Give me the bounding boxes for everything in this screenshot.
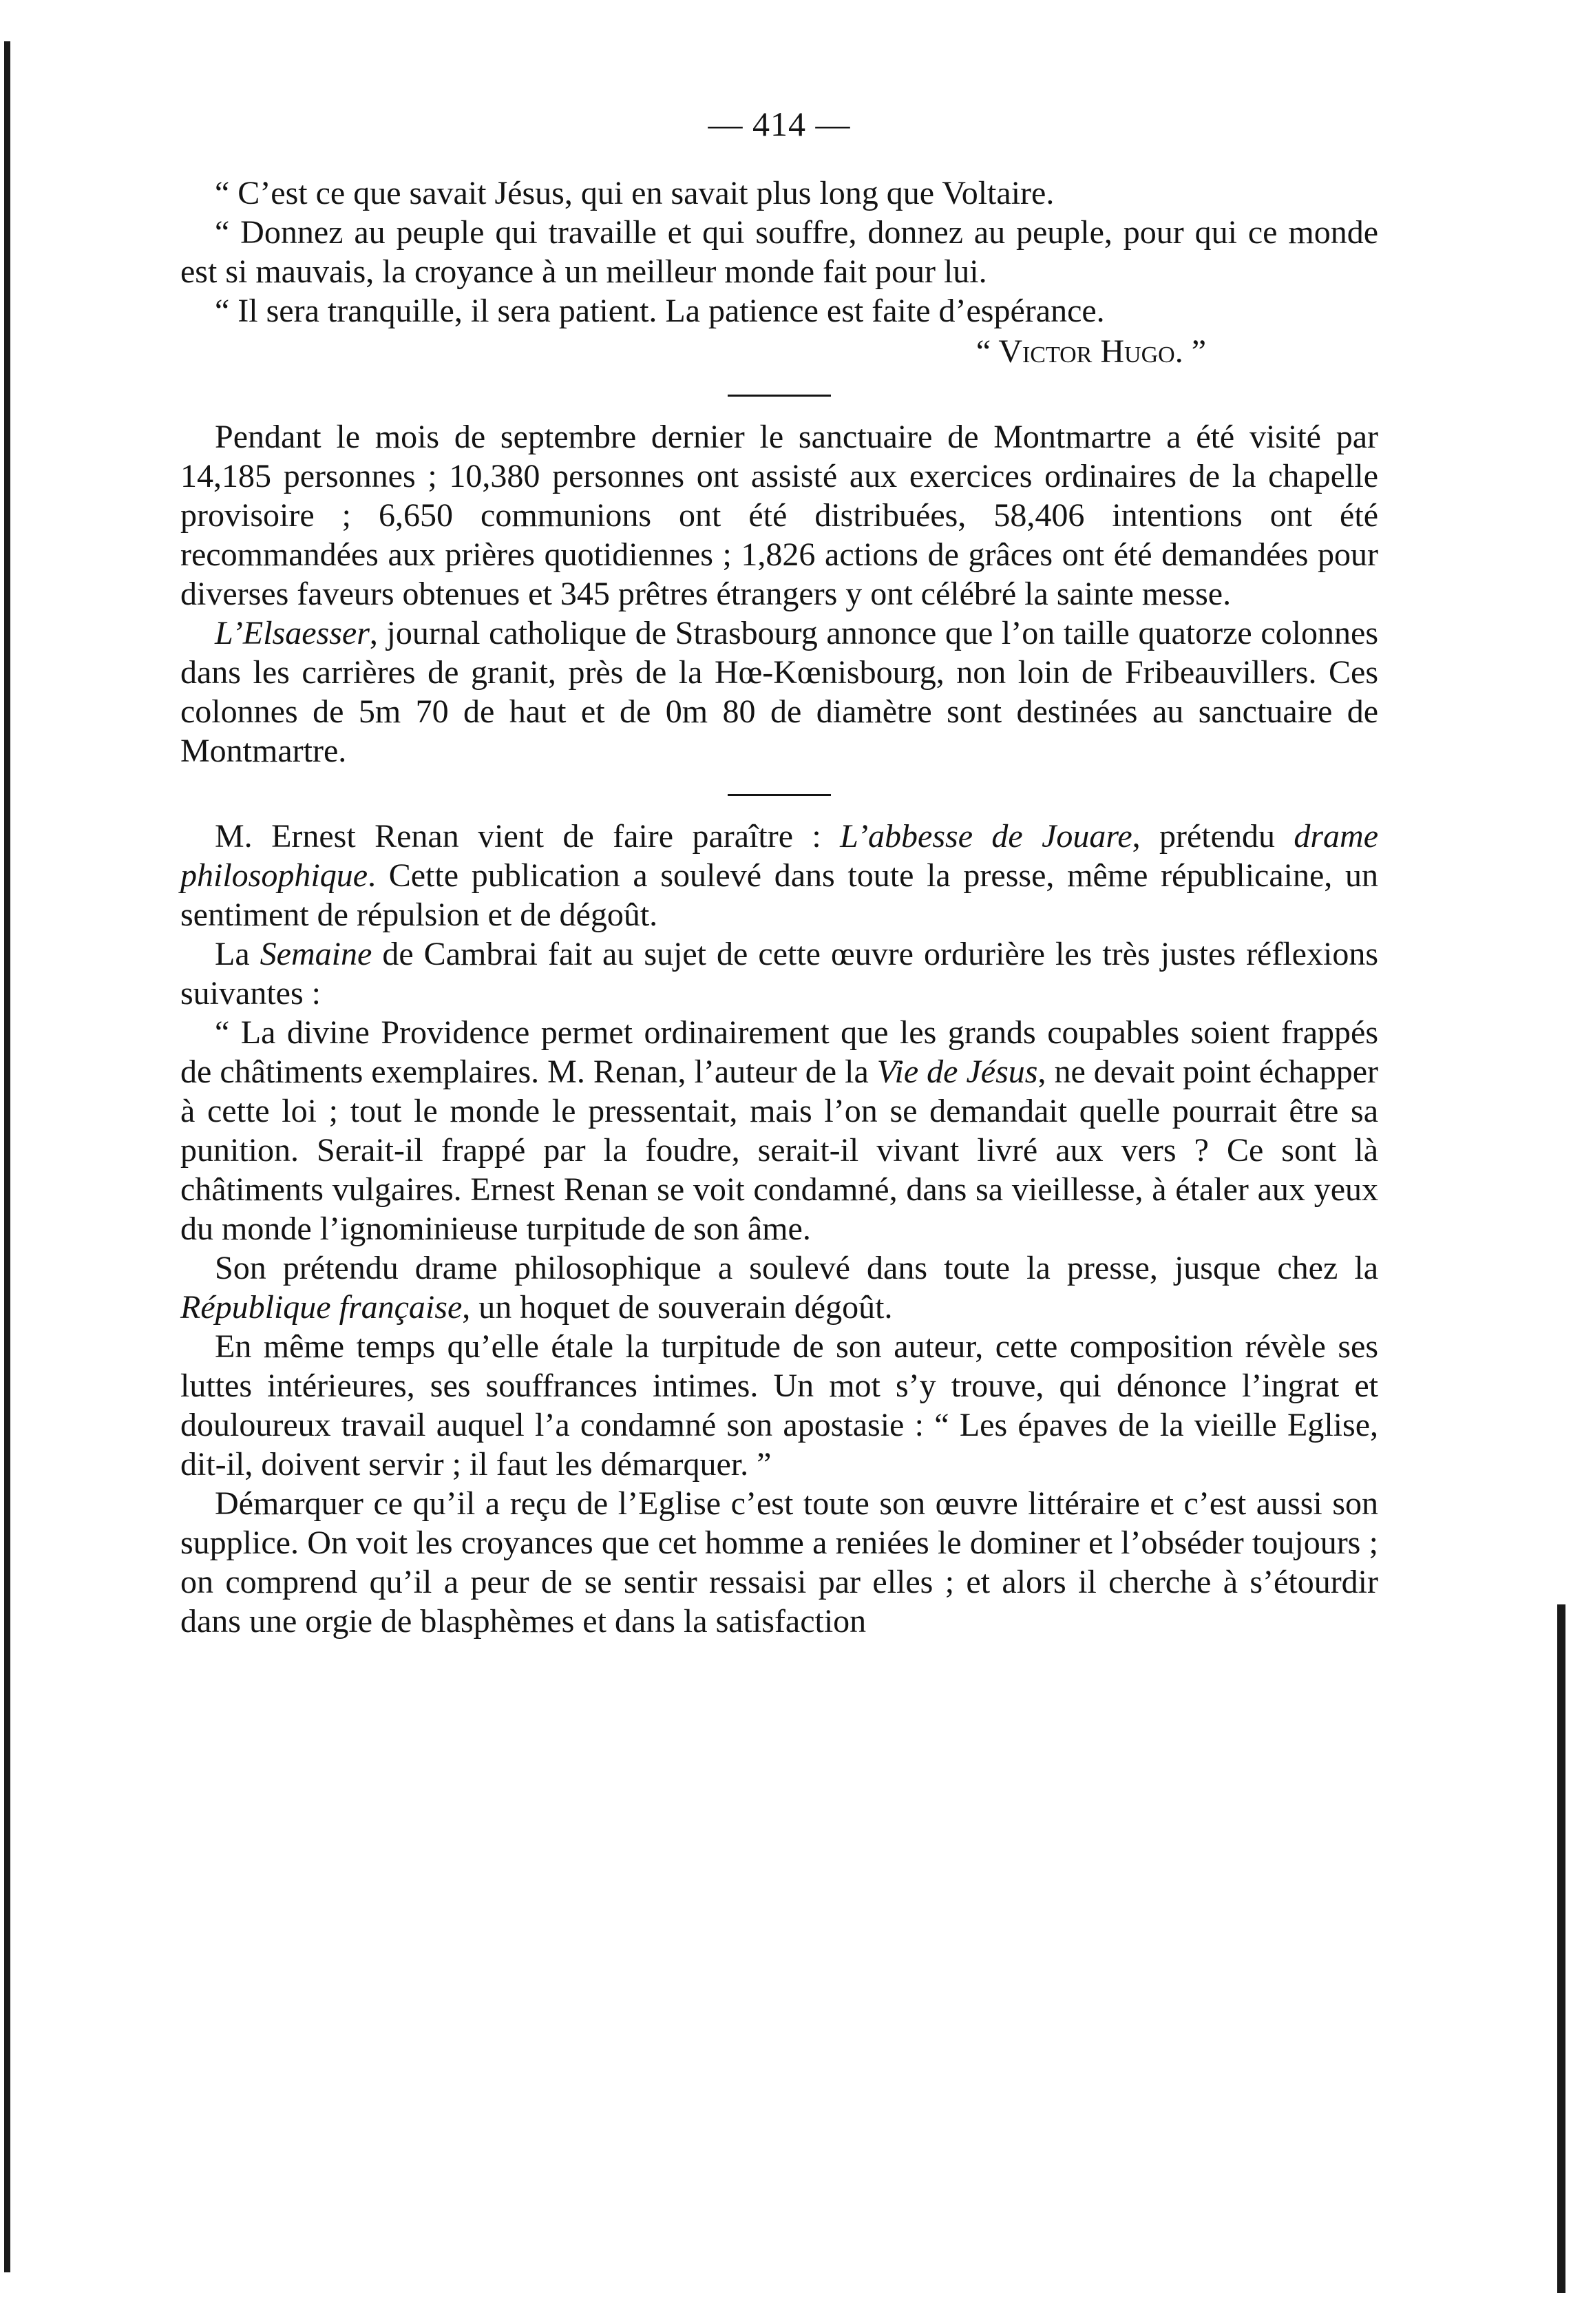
quote-paragraph-1: “ C’est ce que savait Jésus, qui en savait plus long que Voltaire.	[215, 175, 1055, 211]
section-divider-2	[728, 794, 831, 796]
book-page	[180, 103, 1378, 1641]
republique-title: République française	[180, 1289, 463, 1326]
semaine-text-a: La	[215, 936, 260, 972]
pretendu-drame-paragraph	[180, 1248, 1378, 1327]
pretendu-text-b: , un hoquet de souverain dégoût.	[462, 1289, 893, 1326]
vie-de-jesus-title: Vie de Jésus	[876, 1054, 1038, 1090]
montmartre-statistics-paragraph: Pendant le mois de septembre dernier le sanctuaire de Montmartre a été visité par 14,185 personnes ; 10,380 personnes ont assisté aux exercices ordinaires de la chapelle provisoire ; 6,650 communions ont été distribuées, 58,406 intentions ont été recommandées aux prières quotidiennes ; 1,826 actions de grâces ont été demandées pour diverses faveurs obtenues et 345 prêtres étrangers y ont célébré la sainte messe.	[180, 419, 1378, 612]
renan-p1-text-b: , prétendu	[1132, 818, 1294, 855]
providence-paragraph	[180, 1013, 1378, 1248]
elsaesser-paragraph-text: , journal catholique de Strasbourg annonce que l’on taille quatorze colonnes dans les carrières de granit, près de la Hœ-Kœnisbourg, non loin de Fribeauvillers. Ces colonnes de 5m 70 de haut et de 0m 80 de diamètre sont destinées au sanctuaire de Montmartre.	[180, 615, 1378, 769]
renan-p1-text-a: M. Ernest Renan vient de faire paraître :	[215, 818, 841, 855]
semaine-text-b: de Cambrai fait au sujet de cette œuvre ordurière les très justes réflexions suivantes :	[180, 936, 1379, 1012]
section-divider-1	[728, 395, 831, 397]
quote-paragraph-3: “ Il sera tranquille, il sera patient. La patience est faite d’espérance.	[215, 293, 1105, 329]
semaine-title: Semaine	[260, 936, 372, 972]
turpitude-paragraph: En même temps qu’elle étale la turpitude de son auteur, cette composition révèle ses luttes intérieures, ses souffrances intimes. Un mot s’y trouve, qui dénonce l’ingrat et douloureux travail auquel l’a condamné son apostasie : “ Les épaves de la vieille Eglise, dit-il, doivent servir ; il faut les démarquer. ”	[180, 1328, 1378, 1483]
genre-phrase: drame philosophique	[180, 818, 1378, 894]
quote-signature: “ Victor Hugo. ”	[975, 333, 1206, 370]
renan-p1-text-c: . Cette publication a soulevé dans toute la presse, même républicaine, un sentiment de répulsion et de dégoût.	[180, 857, 1378, 933]
elsaesser-paragraph	[180, 614, 1378, 771]
providence-text-b: , ne devait point échapper à cette loi ; tout le monde le pressentait, mais l’on se demandait quelle pourrait être sa punition. Serait-il frappé par la foudre, serait-il vivant livré aux vers ? Ce sont là châtiments vulgaires. Ernest Renan se voit condamné, dans sa vieillesse, à étaler aux yeux du monde l’ignominieuse turpitude de son âme.	[180, 1054, 1378, 1247]
renan-paragraph-1	[180, 817, 1378, 934]
work-title: L’abbesse de Jouare	[840, 818, 1132, 855]
newspaper-title: L’Elsaesser	[215, 615, 370, 651]
scan-edge-right	[1557, 1604, 1565, 2293]
quote-paragraph-2: “ Donnez au peuple qui travaille et qui souffre, donnez au peuple, pour qui ce monde est si mauvais, la croyance à un meilleur monde fait pour lui.	[180, 214, 1378, 290]
scan-edge-left	[4, 41, 10, 2272]
providence-text-a: “ La divine Providence permet ordinairement que les grands coupables soient frappés de châtiments exemplaires. M. Renan, l’auteur de la	[180, 1014, 1378, 1090]
demarquer-paragraph: Démarquer ce qu’il a reçu de l’Eglise c’est toute son œuvre littéraire et c’est aussi son supplice. On voit les croyances que cet homme a reniées le dominer et l’obséder toujours ; on comprend qu’il a peur de se sentir ressaisi par elles ; et alors il cherche à s’étourdir dans une orgie de blasphèmes et dans la satisfaction	[180, 1485, 1378, 1640]
page-number: — 414 —	[708, 105, 851, 143]
pretendu-text-a: Son prétendu drame philosophique a soulevé dans toute la presse, jusque chez la	[215, 1250, 1378, 1286]
semaine-paragraph	[180, 934, 1378, 1013]
